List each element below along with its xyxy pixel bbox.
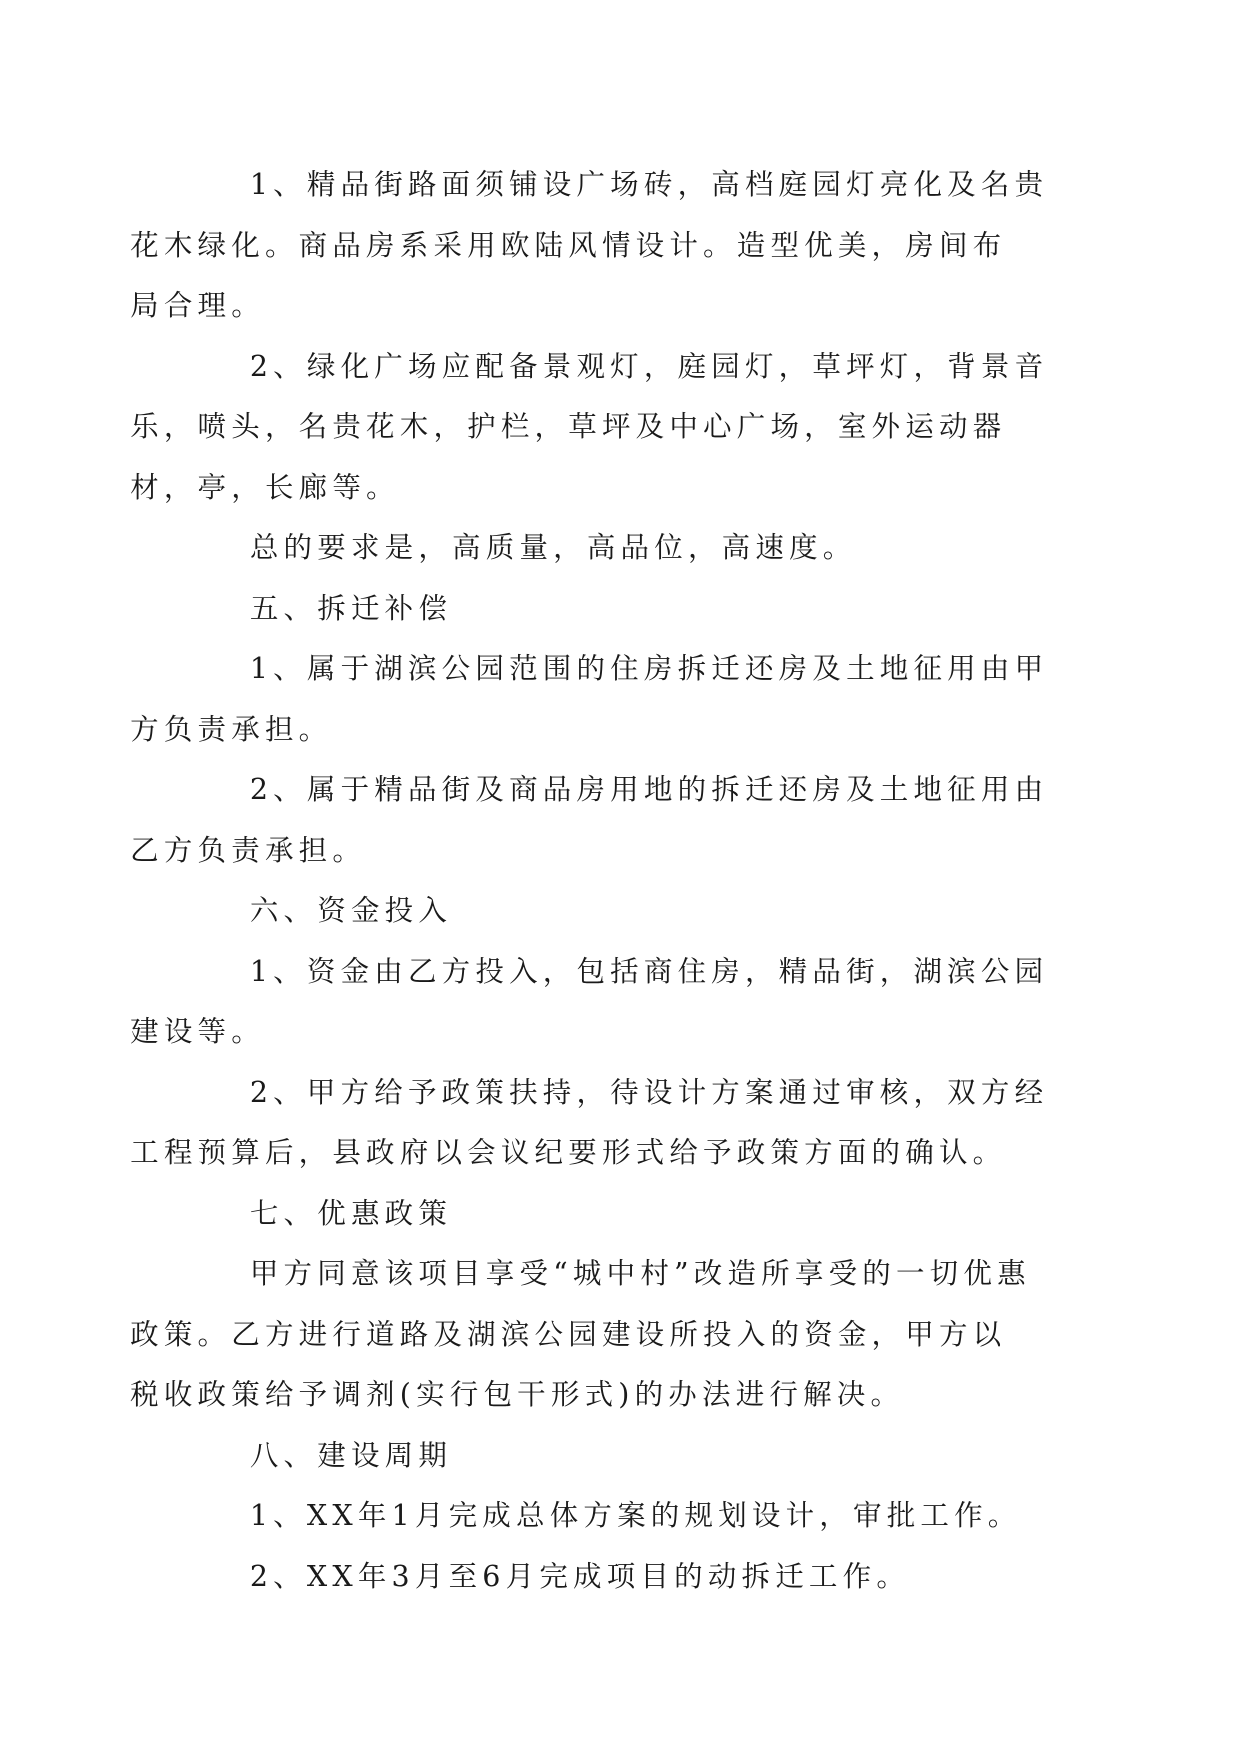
text-line: 六、资金投入: [249, 894, 453, 927]
text-line: 总的要求是，高质量，高品位，高速度。: [249, 531, 857, 564]
text-line: 1、属于湖滨公园范围的住房拆迁还房及土地征用由甲: [249, 652, 1049, 685]
text-line: 七、优惠政策: [249, 1196, 453, 1230]
section-heading-relocation: [190, 579, 1090, 640]
paragraph-policy: [130, 1244, 1090, 1426]
text-line: 甲方同意该项目享受“城中村”改造所享受的一切优惠: [249, 1257, 1031, 1290]
text-line: 税收政策给予调剂(实行包干形式)的办法进行解决。: [130, 1378, 905, 1411]
section-heading-funding: [190, 881, 1090, 942]
paragraph-relocation-1: [130, 639, 1090, 760]
paragraph-overall-requirement: [190, 518, 1090, 579]
text-line: 花木绿化。商品房系采用欧陆风情设计。造型优美，房间布: [130, 228, 1007, 262]
paragraph-relocation-2: [130, 760, 1090, 881]
text-line: 方负责承担。: [130, 712, 333, 746]
text-line: 五、拆迁补偿: [249, 591, 453, 625]
text-line: 2、甲方给予政策扶持，待设计方案通过审核，双方经: [249, 1075, 1049, 1109]
text-line: 2、XX年3月至6月完成项目的动拆迁工作。: [249, 1559, 911, 1593]
text-line: 1、精品街路面须铺设广场砖，高档庭园灯亮化及名贵: [249, 168, 1049, 201]
text-line: 局合理。: [130, 289, 265, 322]
paragraph-funding-1: [130, 942, 1090, 1063]
text-line: 工程预算后，县政府以会议纪要形式给予政策方面的确认。: [130, 1136, 1007, 1169]
text-line: 材，亭，长廊等。: [130, 470, 400, 504]
paragraph-item-1-paving: [130, 155, 1090, 337]
paragraph-funding-2: [130, 1063, 1090, 1184]
text-line: 乐，喷头，名贵花木，护栏，草坪及中心广场，室外运动器: [130, 410, 1007, 443]
section-heading-policy: [190, 1184, 1090, 1245]
section-heading-schedule: [190, 1426, 1090, 1487]
document-body: [130, 155, 1090, 1607]
text-line: 八、建设周期: [249, 1438, 453, 1472]
paragraph-item-2-greening: [130, 337, 1090, 519]
text-line: 2、属于精品街及商品房用地的拆迁还房及土地征用由: [249, 773, 1049, 806]
text-line: 1、XX年1月完成总体方案的规划设计，审批工作。: [249, 1499, 1022, 1532]
text-line: 2、绿化广场应配备景观灯，庭园灯，草坪灯，背景音: [249, 349, 1049, 383]
paragraph-schedule-2: [190, 1547, 1090, 1608]
text-line: 政策。乙方进行道路及湖滨公园建设所投入的资金，甲方以: [130, 1317, 1007, 1351]
paragraph-schedule-1: [190, 1486, 1090, 1547]
text-line: 乙方负责承担。: [130, 833, 367, 867]
text-line: 1、资金由乙方投入，包括商住房，精品街，湖滨公园: [249, 954, 1049, 988]
text-line: 建设等。: [130, 1015, 265, 1048]
